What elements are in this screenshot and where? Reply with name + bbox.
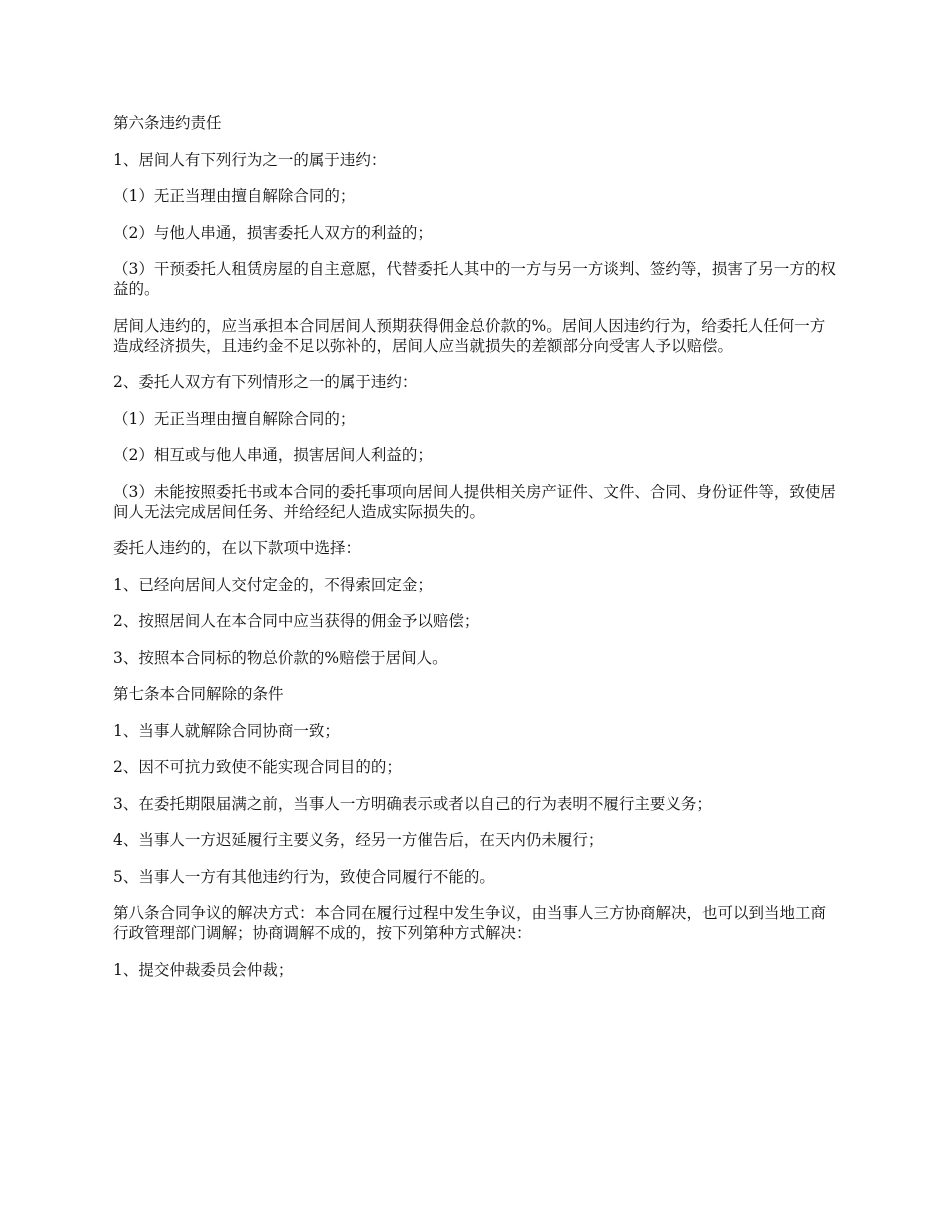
paragraph: 1、提交仲裁委员会仲裁； xyxy=(113,960,294,979)
paragraph: 2、按照居间人在本合同中应当获得的佣金予以赔偿； xyxy=(113,612,480,630)
paragraph: 2、委托人双方有下列情形之一的属于违约： xyxy=(113,373,418,391)
paragraph: （2）相互或与他人串通，损害居间人利益的； xyxy=(113,446,433,464)
paragraph: 居间人违约的，应当承担本合同居间人预期获得佣金总价款的%。居间人因违约行为，给委托人任何一方造成经济损失，且违约金不足以弥补的，居间人应当就损失的差额部分向受害人予以赔偿。 xyxy=(113,316,826,355)
document-body xyxy=(113,113,838,996)
paragraph: 3、按照本合同标的物总价款的%赔偿于居间人。 xyxy=(113,648,448,667)
paragraph: 3、在委托期限届满之前，当事人一方明确表示或者以自己的行为表明不履行主要义务； xyxy=(113,794,712,813)
paragraph: （3）未能按照委托书或本合同的委托事项向居间人提供相关房产证件、文件、合同、身份证件等，致使居间人无法完成居间任务、并给经纪人造成实际损失的。 xyxy=(113,482,836,521)
paragraph: 1、居间人有下列行为之一的属于违约： xyxy=(113,150,387,169)
paragraph: 1、当事人就解除合同协商一致； xyxy=(113,721,340,740)
paragraph: 委托人违约的，在以下款项中选择： xyxy=(113,539,362,557)
section-heading-6: 第六条违约责任 xyxy=(113,114,222,132)
section-heading-7: 第七条本合同解除的条件 xyxy=(113,685,284,703)
paragraph: 2、因不可抗力致使不能实现合同目的的； xyxy=(113,758,402,776)
paragraph: （2）与他人串通，损害委托人双方的利益的； xyxy=(113,223,433,242)
paragraph: 4、当事人一方迟延履行主要义务，经另一方催告后，在天内仍未履行； xyxy=(113,831,604,849)
paragraph: 1、已经向居间人交付定金的，不得索回定金； xyxy=(113,575,433,594)
paragraph: （1）无正当理由擅自解除合同的； xyxy=(113,409,356,428)
paragraph: （1）无正当理由擅自解除合同的； xyxy=(113,187,356,205)
section-heading-8: 第八条合同争议的解决方式：本合同在履行过程中发生争议，由当事人三方协商解决，也可以到当地工商行政管理部门调解；协商调解不成的，按下列第种方式解决： xyxy=(113,904,827,942)
paragraph: （3）干预委托人租赁房屋的自主意愿，代替委托人其中的一方与另一方谈判、签约等，损害了另一方的权益的。 xyxy=(113,260,836,298)
paragraph: 5、当事人一方有其他违约行为，致使合同履行不能的。 xyxy=(113,867,495,886)
